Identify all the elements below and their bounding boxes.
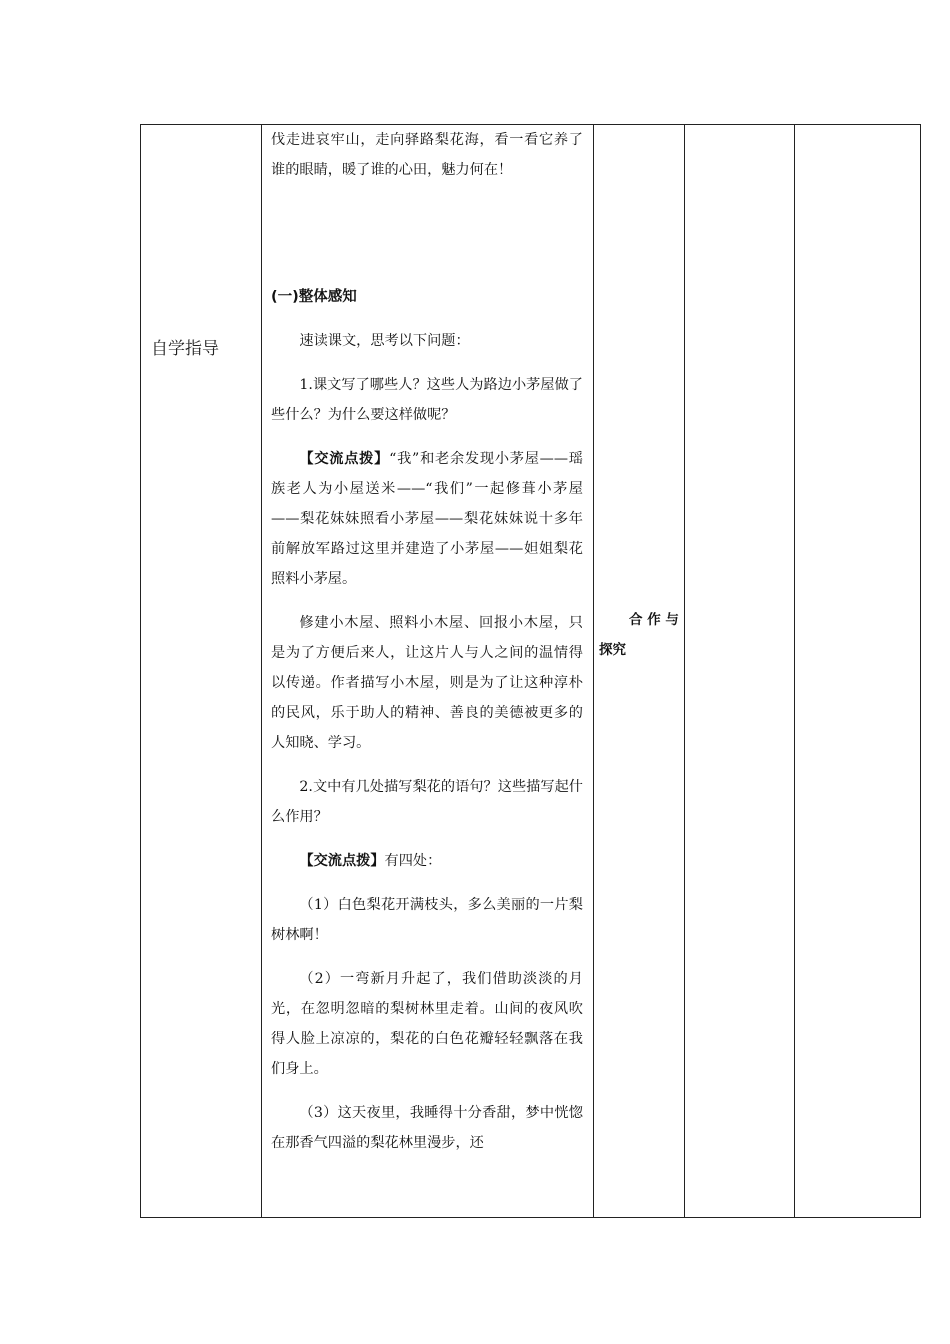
row-label-self-study: 自学指导 — [151, 339, 219, 359]
content-column — [271, 125, 583, 1158]
column-divider — [261, 125, 262, 1217]
side-label-line-2: 探究 — [599, 642, 626, 658]
answer-1-text: “我”和老余发现小茅屋——瑶族老人为小屋送米——“我们”一起修葺小茅屋——梨花妹妹照看小茅屋——梨花妹妹说十多年前解放军路过这里并建造了小茅屋——妲姐梨花照料小茅屋。 — [271, 451, 583, 587]
intro-paragraph: 伐走进哀牢山，走向驿路梨花海，看一看它养了谁的眼睛，暖了谁的心田，魅力何在！ — [271, 132, 583, 178]
tip-label: 【交流点拨】 — [299, 451, 390, 467]
list-item: （3）这天夜里，我睡得十分香甜，梦中恍惚在那香气四溢的梨花林里漫步，还 — [271, 1105, 583, 1151]
lesson-table — [140, 124, 921, 1218]
list-item: （2）一弯新月升起了，我们借助淡淡的月光，在忽明忽暗的梨树林里走着。山间的夜风吹得人脸上凉凉的，梨花的白色花瓣轻轻飘落在我们身上。 — [271, 971, 583, 1077]
tip-label: 【交流点拨】 — [299, 853, 385, 869]
row-label-cooperation — [599, 605, 679, 665]
answer-2-text: 有四处： — [384, 853, 442, 869]
list-item: （1）白色梨花开满枝头，多么美丽的一片梨树林啊！ — [271, 897, 583, 943]
section-heading: (一)整体感知 — [271, 289, 357, 305]
question-2: 2.文中有几处描写梨花的语句？这些描写起什么作用？ — [271, 779, 583, 825]
instruction-text: 速读课文，思考以下问题： — [299, 333, 470, 349]
answer-1 — [271, 444, 583, 594]
answer-1-explanation: 修建小木屋、照料小木屋、回报小木屋，只是为了方便后来人，让这片人与人之间的温情得以传递。作者描写小木屋，则是为了让这种淳朴的民风，乐于助人的精神、善良的美德被更多的人知晓、学习。 — [271, 615, 583, 751]
question-1: 1.课文写了哪些人？这些人为路边小茅屋做了些什么？为什么要这样做呢？ — [271, 377, 583, 423]
column-divider — [684, 125, 685, 1217]
side-label-line-1: 合 作 与 — [629, 612, 679, 628]
column-divider — [593, 125, 594, 1217]
column-divider — [794, 125, 795, 1217]
answer-2 — [271, 846, 583, 876]
